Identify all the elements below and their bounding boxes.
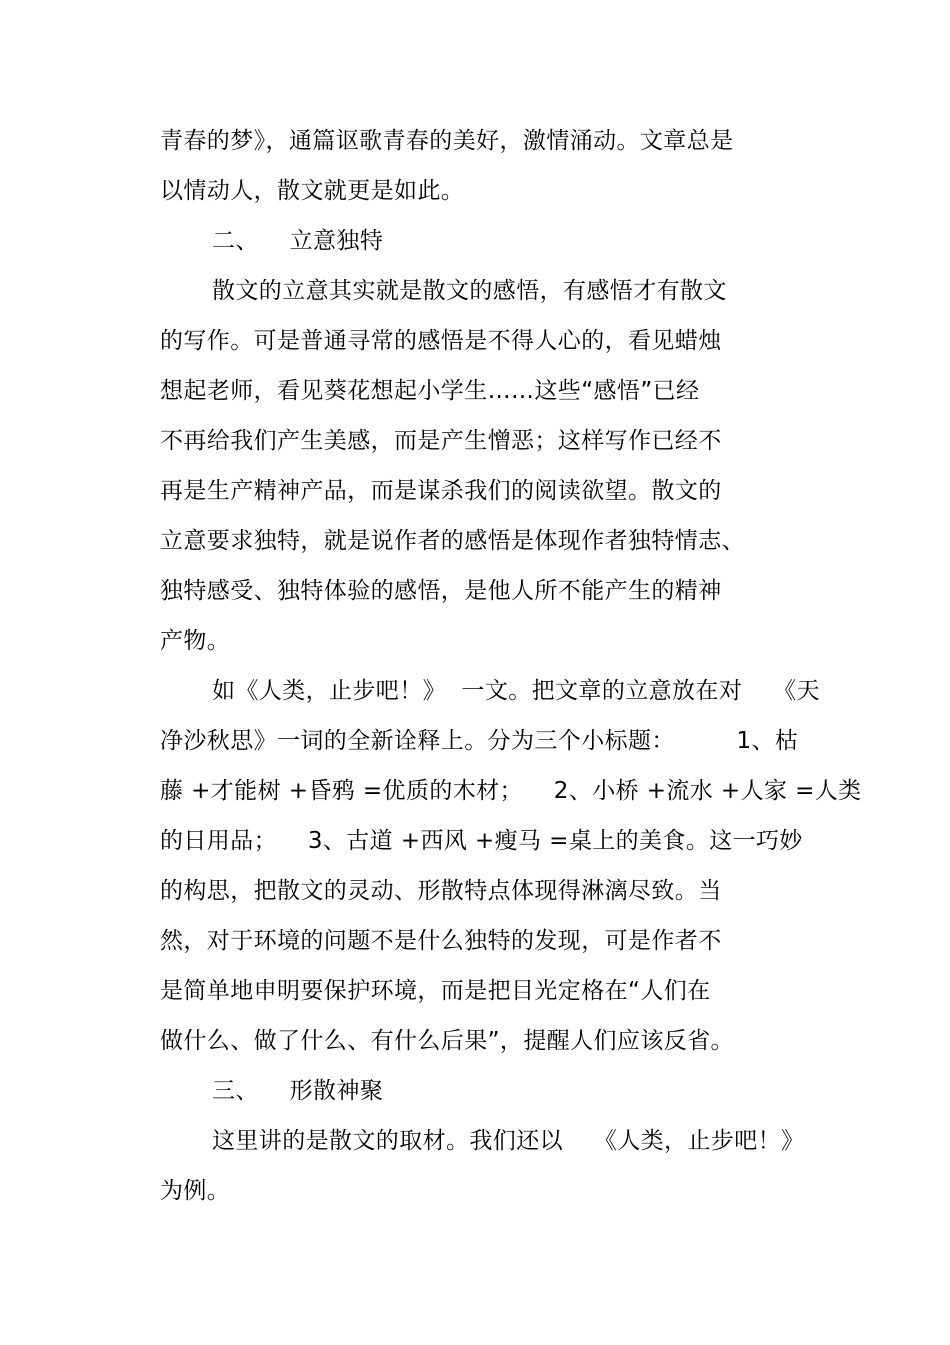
paragraph-line: 独特感受、独特体验的感悟，是他人所不能产生的精神	[160, 578, 722, 604]
section-heading: 三、 形散神聚	[212, 1078, 384, 1104]
paragraph-line: 再是生产精神产品，而是谋杀我们的阅读欲望。散文的	[160, 478, 722, 504]
paragraph-line: 的日用品； 3、古道 +西风 +瘦马 =桌上的美食。这一巧妙	[160, 828, 803, 854]
paragraph-line: 散文的立意其实就是散文的感悟，有感悟才有散文	[212, 278, 727, 304]
paragraph-line: 然，对于环境的问题不是什么独特的发现，可是作者不	[160, 928, 722, 954]
paragraph-line: 以情动人，散文就更是如此。	[160, 178, 465, 204]
paragraph-line: 立意要求独特，就是说作者的感悟是体现作者独特情志、	[160, 528, 745, 554]
section-heading: 二、 立意独特	[212, 228, 384, 254]
paragraph-line: 不再给我们产生美感，而是产生憎恶；这样写作已经不	[160, 428, 722, 454]
paragraph-line: 的写作。可是普通寻常的感悟是不得人心的，看见蜡烛	[160, 328, 722, 354]
paragraph-line: 是简单地申明要保护环境，而是把目光定格在“人们在	[160, 978, 711, 1004]
paragraph-line: 净沙秋思》一词的全新诠释上。分为三个小标题： 1、枯	[160, 728, 799, 754]
paragraph-line: 想起老师，看见葵花想起小学生……这些“感悟”已经	[160, 378, 700, 404]
paragraph-line: 做什么、做了什么、有什么后果”，提醒人们应该反省。	[160, 1028, 734, 1054]
paragraph-line: 如《人类，止步吧！》 一文。把文章的立意放在对 《天	[212, 678, 820, 704]
paragraph-line: 藤 +才能树 +昏鸦 =优质的木材； 2、小桥 +流水 +人家 =人类	[160, 778, 862, 804]
paragraph-line: 为例。	[160, 1178, 231, 1204]
paragraph-line: 的构思，把散文的灵动、形散特点体现得淋漓尽致。当	[160, 878, 722, 904]
paragraph-line: 这里讲的是散文的取材。我们还以 《人类，止步吧！》	[212, 1128, 805, 1154]
paragraph-line: 青春的梦》，通篇讴歌青春的美好，激情涌动。文章总是	[160, 128, 734, 154]
paragraph-line: 产物。	[160, 628, 231, 654]
